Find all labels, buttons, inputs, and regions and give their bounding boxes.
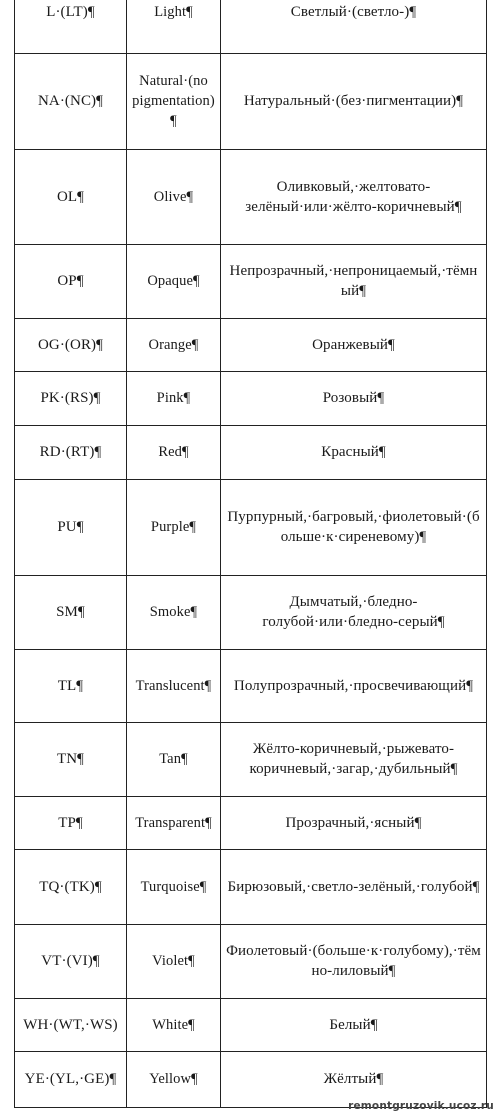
russian-cell: Пурпурный,·багровый,·фиолетовый·(больше·к·сиреневому)¶ — [221, 479, 487, 575]
russian-cell: Розовый¶ — [221, 371, 487, 425]
english-cell: Tan¶ — [127, 722, 221, 796]
russian-cell: Жёлтый¶ — [221, 1051, 487, 1107]
code-cell: L·(LT)¶ — [15, 0, 127, 53]
code-cell: OG·(OR)¶ — [15, 318, 127, 371]
table-row — [15, 1051, 487, 1107]
russian-cell: Белый¶ — [221, 998, 487, 1051]
english-cell: Opaque¶ — [127, 244, 221, 318]
russian-cell: Бирюзовый,·светло-зелёный,·голубой¶ — [221, 849, 487, 924]
english-cell: Olive¶ — [127, 149, 221, 244]
code-cell: WH·(WT,·WS) — [15, 998, 127, 1051]
russian-cell: Жёлто-коричневый,·рыжевато-коричневый,·загар,·дубильный¶ — [221, 722, 487, 796]
russian-cell: Оливковый,·желтовато-зелёный·или·жёлто-коричневый¶ — [221, 149, 487, 244]
english-cell: Red¶ — [127, 425, 221, 479]
english-cell: Light¶ — [127, 0, 221, 53]
code-cell: OP¶ — [15, 244, 127, 318]
table-row — [15, 998, 487, 1051]
russian-cell: Красный¶ — [221, 425, 487, 479]
table-row — [15, 575, 487, 649]
code-cell: TL¶ — [15, 649, 127, 722]
code-cell: PU¶ — [15, 479, 127, 575]
code-cell: TN¶ — [15, 722, 127, 796]
table-row — [15, 479, 487, 575]
code-cell: TQ·(TK)¶ — [15, 849, 127, 924]
english-cell: Natural·(no pigmentation)¶ — [127, 53, 221, 149]
color-code-table — [14, 0, 487, 1108]
english-cell: Smoke¶ — [127, 575, 221, 649]
russian-cell: Непрозрачный,·непроницаемый,·тёмный¶ — [221, 244, 487, 318]
code-cell: RD·(RT)¶ — [15, 425, 127, 479]
english-cell: Orange¶ — [127, 318, 221, 371]
table-row — [15, 796, 487, 849]
english-cell: Yellow¶ — [127, 1051, 221, 1107]
code-cell: SM¶ — [15, 575, 127, 649]
russian-cell: Натуральный·(без·пигментации)¶ — [221, 53, 487, 149]
english-cell: Pink¶ — [127, 371, 221, 425]
russian-cell: Оранжевый¶ — [221, 318, 487, 371]
code-cell: PK·(RS)¶ — [15, 371, 127, 425]
russian-cell: Дымчатый,·бледно-голубой·или·бледно-серый¶ — [221, 575, 487, 649]
russian-cell: Фиолетовый·(больше·к·голубому),·тёмно-лиловый¶ — [221, 924, 487, 998]
english-cell: White¶ — [127, 998, 221, 1051]
table-row — [15, 149, 487, 244]
russian-cell: Прозрачный,·ясный¶ — [221, 796, 487, 849]
russian-cell: Светлый·(светло-)¶ — [221, 0, 487, 53]
table-row — [15, 849, 487, 924]
code-cell: VT·(VI)¶ — [15, 924, 127, 998]
table-row — [15, 318, 487, 371]
table-row — [15, 244, 487, 318]
code-cell: OL¶ — [15, 149, 127, 244]
table-row — [15, 0, 487, 53]
table-row — [15, 924, 487, 998]
english-cell: Turquoise¶ — [127, 849, 221, 924]
table-row — [15, 371, 487, 425]
table-row — [15, 53, 487, 149]
english-cell: Violet¶ — [127, 924, 221, 998]
code-cell: NA·(NC)¶ — [15, 53, 127, 149]
code-cell: TP¶ — [15, 796, 127, 849]
table-row — [15, 649, 487, 722]
table-row — [15, 722, 487, 796]
russian-cell: Полупрозрачный,·просвечивающий¶ — [221, 649, 487, 722]
table-row — [15, 425, 487, 479]
code-cell: YE·(YL,·GE)¶ — [15, 1051, 127, 1107]
english-cell: Transparent¶ — [127, 796, 221, 849]
english-cell: Purple¶ — [127, 479, 221, 575]
watermark: remontgruzovik.ucoz.ru — [348, 1100, 494, 1112]
english-cell: Translucent¶ — [127, 649, 221, 722]
